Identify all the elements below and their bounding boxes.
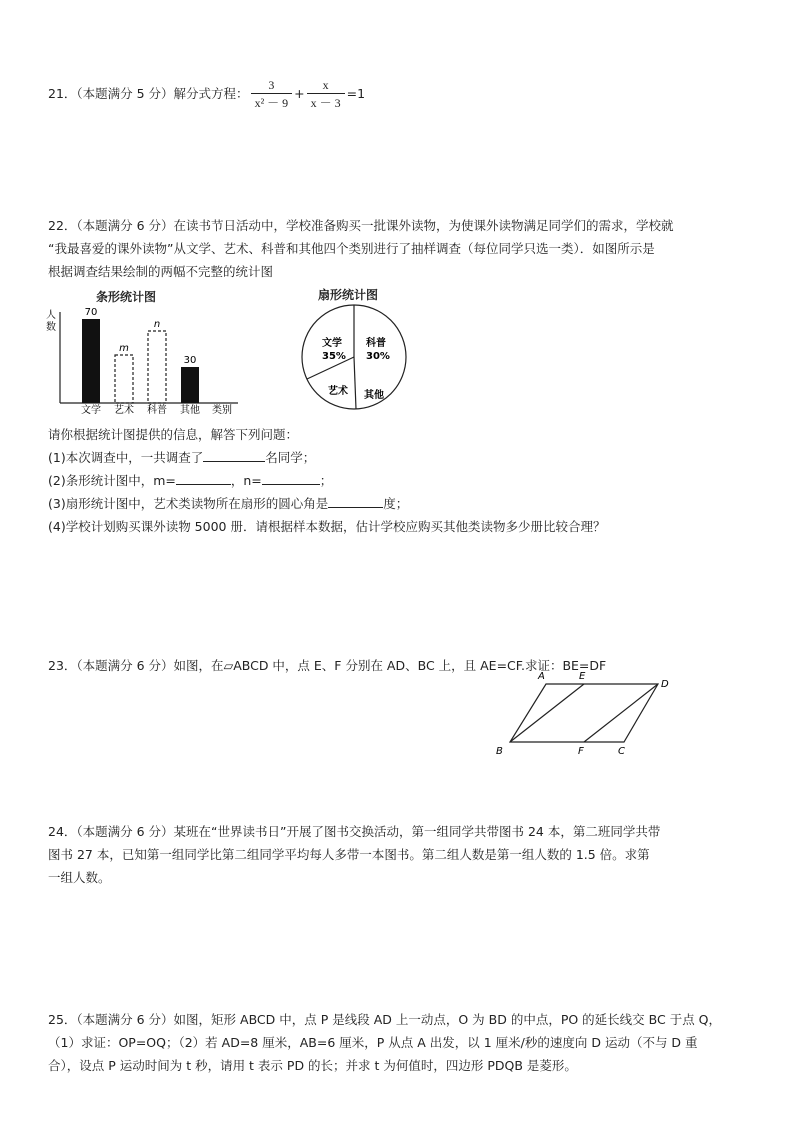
answer-blank-m[interactable] [176, 472, 231, 485]
bar-category-label-1: 艺术 [114, 405, 134, 416]
q22-sub-4: (4)学校计划购买课外读物 5000 册．请根据样本数据，估计学校应购买其他类读物多少册比较合理？ [48, 519, 606, 534]
q24-line-3: 一组人数。 [48, 870, 111, 885]
pie-pct-wenxue: 35% [322, 351, 346, 362]
answer-blank-n[interactable] [262, 472, 320, 485]
point-label-C: C [618, 746, 625, 757]
q22-sub-1: (1)本次调查中，一共调查了 名同学； [48, 450, 316, 465]
bar-ylabel-2: 数 [46, 322, 56, 333]
q22-sub-2: (2)条形统计图中，m= ，n= ； [48, 473, 333, 488]
question-21: 21．（本题满分 5 分）解分式方程： $\frac{3}{\text{x² － 9}}$ + $\frac{x}{x - 3}$ =1 [48, 78, 366, 110]
parallelogram-ABCD [510, 684, 658, 742]
q21-label: 21．（本题满分 5 分）解分式方程： [48, 86, 249, 101]
q24-line-2: 图书 27 本，已知第一组同学比第二组同学平均每人多带一本图书。第二组人数是第一组人数的 1.5 倍。求第 [48, 847, 650, 862]
q22-line-1: 22．（本题满分 6 分）在读书节日活动中，学校准备购买一批课外读物，为使课外读物满足同学们的需求，学校就 [48, 218, 674, 233]
bar-3 [181, 367, 199, 403]
bar-chart [46, 286, 246, 416]
bar-value-label-3: 30 [183, 355, 197, 366]
bar-2 [148, 331, 166, 403]
point-label-F: F [578, 746, 584, 757]
parallelogram-svg [490, 668, 680, 760]
pie-label-wenxue: 文学 [322, 338, 342, 349]
bar-value-label-1: m [119, 343, 129, 354]
bar-xlabel: 类别 [212, 405, 232, 416]
pie-divider-bottom [354, 357, 356, 409]
pie-label-kepu: 科普 [366, 338, 386, 349]
bar-category-label-0: 文学 [81, 405, 101, 416]
segment-BE [510, 684, 584, 742]
segment-DF [584, 684, 658, 742]
pie-chart-svg [294, 284, 414, 414]
parallelogram-figure [490, 668, 680, 760]
answer-blank-angle[interactable] [328, 495, 383, 508]
bar-value-label-2: n [153, 319, 161, 330]
bar-chart-title: 条形统计图 [96, 290, 157, 304]
point-label-B: B [496, 746, 503, 757]
q22-sub-3: (3)扇形统计图中，艺术类读物所在扇形的圆心角是 度； [48, 496, 409, 511]
q25-line-2: （1）求证：OP=OQ；（2）若 AD=8 厘米，AB=6 厘米，P 从点 A 出发，以 1 厘米/秒的速度向 D 运动（不与 D 重 [48, 1035, 698, 1050]
bar-category-label-3: 其他 [180, 405, 200, 416]
bar-0 [82, 319, 100, 403]
fraction-2: $\frac{x}{x - 3}$ [307, 78, 345, 111]
q25-line-1: 25．（本题满分 6 分）如图，矩形 ABCD 中，点 P 是线段 AD 上一动点，O 为 BD 的中点，PO 的延长线交 BC 于点 Q， [48, 1012, 722, 1027]
q22-intro: 请你根据统计图提供的信息，解答下列问题： [48, 427, 299, 442]
q24-line-1: 24．（本题满分 6 分）某班在“世界读书日”开展了图书交换活动，第一组同学共带图书 24 本，第二班同学共带 [48, 824, 661, 839]
question-23: 23．（本题满分 6 分）如图，在▱ABCD 中，点 E、F 分别在 AD、BC 上，且 AE=CF.求证：BE=DF [48, 658, 607, 673]
pie-label-yishu: 艺术 [328, 386, 348, 397]
pie-chart-title: 扇形统计图 [318, 288, 379, 302]
pie-pct-kepu: 30% [366, 351, 390, 362]
point-label-D: D [661, 679, 669, 690]
q22-line-2: “我最喜爱的课外读物”从文学、艺术、科普和其他四个类别进行了抽样调查（每位同学只选一类）．如图所示是 [48, 241, 655, 256]
answer-blank-total[interactable] [203, 449, 265, 462]
point-label-A: A [538, 671, 545, 682]
bar-category-label-2: 科普 [147, 405, 167, 416]
point-label-E: E [579, 671, 586, 682]
fraction-1: $\frac{3}{\text{x² － 9}}$ [251, 78, 293, 111]
q25-line-3: 合），设点 P 运动时间为 t 秒，请用 t 表示 PD 的长；并求 t 为何值时，四边形 PDQB 是菱形。 [48, 1058, 577, 1073]
q22-line-3: 根据调查结果绘制的两幅不完整的统计图 [48, 264, 274, 279]
bar-value-label-0: 70 [84, 307, 98, 318]
bar-1 [115, 355, 133, 403]
parallelogram-icon: ▱ [223, 658, 234, 673]
bar-ylabel-1: 人 [46, 310, 56, 321]
bar-chart-svg [46, 286, 246, 416]
pie-label-qita: 其他 [364, 390, 384, 401]
pie-chart [294, 284, 414, 414]
